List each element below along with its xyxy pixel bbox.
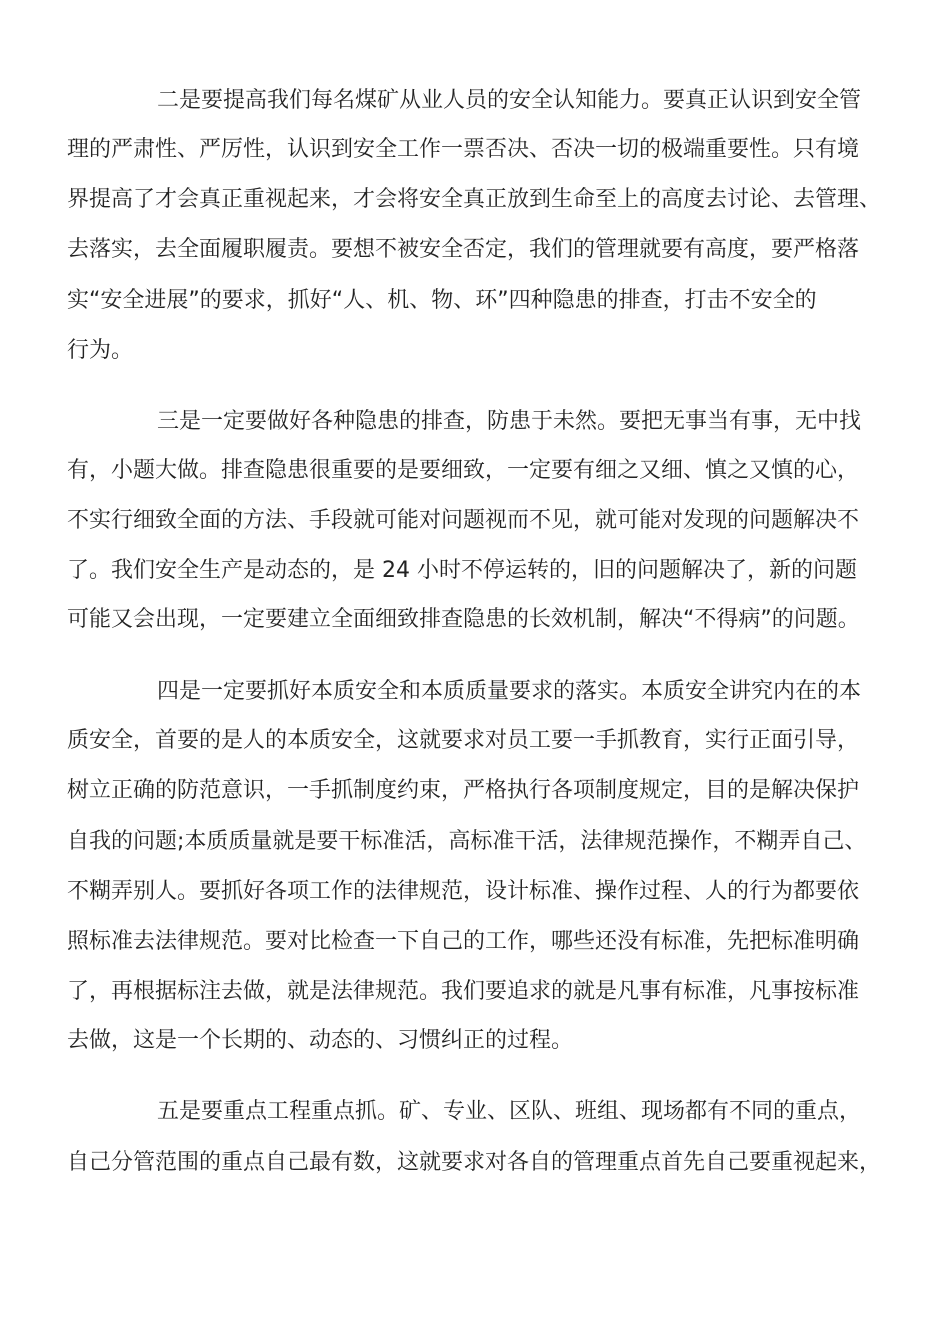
text-line: 了。我们安全生产是动态的，是 24 小时不停运转的，旧的问题解决了，新的问题 — [67, 558, 857, 583]
text-line: 树立正确的防范意识，一手抓制度约束，严格执行各项制度规定，目的是解决保护 — [67, 778, 860, 803]
text-line: 不糊弄别人。要抓好各项工作的法律规范，设计标准、操作过程、人的行为都要依 — [67, 879, 860, 904]
text-line: 去落实，去全面履职履责。要想不被安全否定，我们的管理就要有高度，要严格落 — [67, 237, 860, 262]
text-line: 四是一定要抓好本质安全和本质质量要求的落实。本质安全讲究内在的本 — [157, 679, 862, 704]
text-line: 有，小题大做。排查隐患很重要的是要细致，一定要有细之又细、慎之又慎的心， — [67, 458, 860, 483]
text-line: 界提高了才会真正重视起来，才会将安全真正放到生命至上的高度去讨论、去管理、 — [67, 187, 882, 212]
text-line: 理的严肃性、严厉性，认识到安全工作一票否决、否决一切的极端重要性。只有境 — [67, 137, 860, 162]
text-line: 照标准去法律规范。要对比检查一下自己的工作，哪些还没有标准，先把标准明确 — [67, 929, 860, 954]
text-line: 不实行细致全面的方法、手段就可能对问题视而不见，就可能对发现的问题解决不 — [67, 508, 860, 533]
text-line: 实“安全进展”的要求，抓好“人、机、物、环”四种隐患的排查，打击不安全的 — [67, 288, 817, 313]
text-line: 去做，这是一个长期的、动态的、习惯纠正的过程。 — [67, 1028, 574, 1053]
text-line: 五是要重点工程重点抓。矿、专业、区队、班组、现场都有不同的重点， — [157, 1099, 862, 1124]
text-line: 二是要提高我们每名煤矿从业人员的安全认知能力。要真正认识到安全管 — [157, 88, 862, 113]
text-line: 可能又会出现，一定要建立全面细致排查隐患的长效机制，解决“不得病”的问题。 — [67, 607, 860, 632]
text-line: 三是一定要做好各种隐患的排查，防患于未然。要把无事当有事，无中找 — [157, 409, 862, 434]
text-line: 自己分管范围的重点自己最有数，这就要求对各自的管理重点首先自己要重视起来， — [67, 1150, 882, 1175]
text-line: 自我的问题;本质质量就是要干标准活，高标准干活，法律规范操作，不糊弄自己、 — [67, 829, 867, 854]
text-line: 了，再根据标注去做，就是法律规范。我们要追求的就是凡事有标准，凡事按标准 — [67, 979, 860, 1004]
text-line: 质安全，首要的是人的本质安全，这就要求对员工要一手抓教育，实行正面引导， — [67, 728, 860, 753]
text-line: 行为。 — [67, 338, 134, 363]
